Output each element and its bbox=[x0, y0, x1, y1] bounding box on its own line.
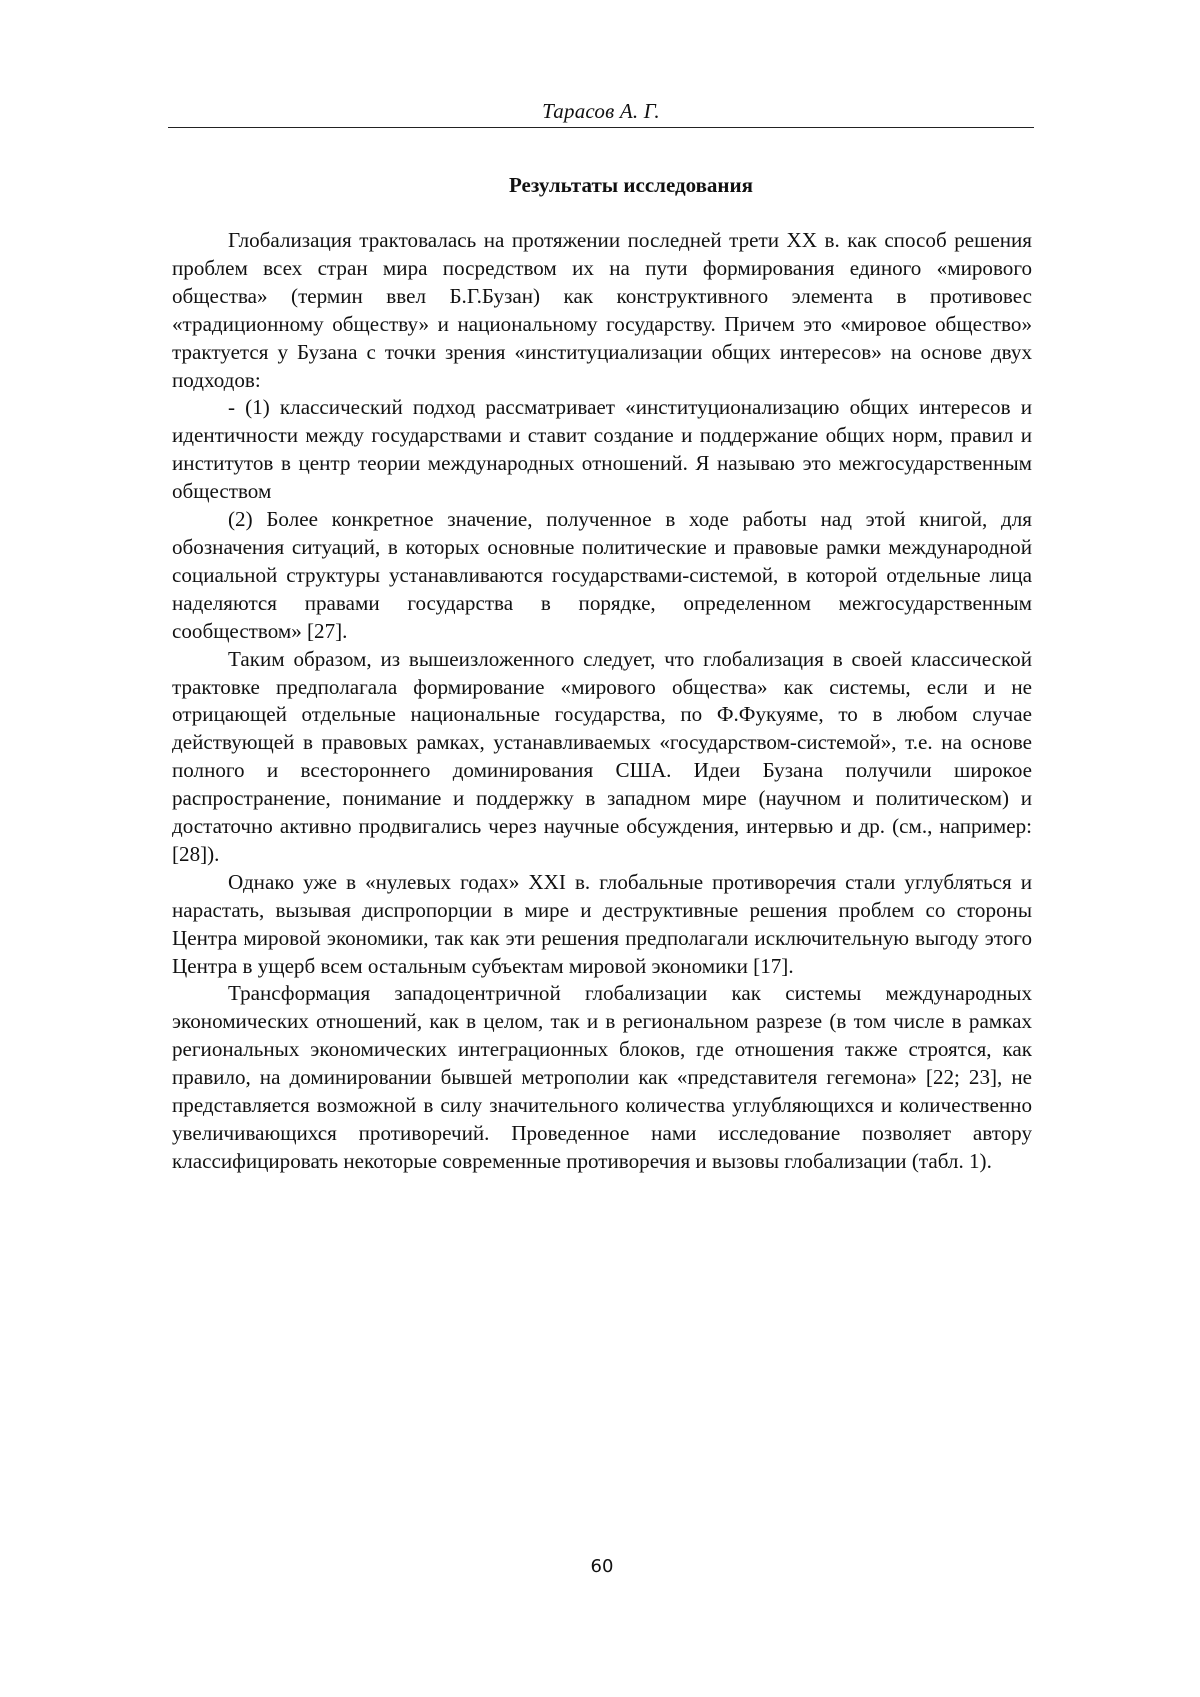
paragraph: (2) Более конкретное значение, полученное в ходе работы над этой книгой, для обозначения ситуаций, в которых основные политические и правовые рамки международной социальной структуры устанавливаются государствами-системой, в которой отдельные лица наделяются правами государства в порядке, определенном межгосударственным сообществом» [27]. bbox=[172, 507, 1032, 643]
section-title: Результаты исследования bbox=[509, 173, 753, 197]
paragraph: - (1) классический подход рассматривает «институционализацию общих интересов и идентичности между государствами и ставит создание и поддержание общих норм, правил и институтов в центр теории международных отношений. Я называю это межгосударственным обществом bbox=[172, 395, 1032, 504]
paragraph: Трансформация западоцентричной глобализации как системы международных экономических отношений, как в целом, так и в региональном разрезе (в том числе в рамках региональных экономических интеграционных блоков, где отношения также строятся, как правило, на доминировании бывшей метрополии как «представителя гегемона» [22; 23], не представляется возможной в силу значительного количества углубляющихся и количественно увеличивающихся противоречий. Проведенное нами исследование позволяет автору классифицировать некоторые современные противоречия и вызовы глобализации (табл. 1). bbox=[172, 981, 1032, 1173]
header-rule bbox=[168, 127, 1034, 128]
body-text bbox=[172, 227, 1032, 1176]
paragraph: Глобализация трактовалась на протяжении последней трети XX в. как способ решения проблем всех стран мира посредством их на пути формирования единого «мирового общества» (термин ввел Б.Г.Бузан) как конструктивного элемента в противовес «традиционному обществу» и национальному государству. Причем это «мировое общество» трактуется у Бузана с точки зрения «институциализации общих интересов» на основе двух подходов: bbox=[172, 228, 1032, 392]
paragraph: Таким образом, из вышеизложенного следует, что глобализация в своей классической трактовке предполагала формирование «мирового общества» как системы, если и не отрицающей отдельные национальные государства, по Ф.Фукуяме, то в любом случае действующей в правовых рамках, устанавливаемых «государством-системой», т.е. на основе полного и всестороннего доминирования США. Идеи Бузана получили широкое распространение, понимание и поддержку в западном мире (научном и политическом) и достаточно активно продвигались через научные обсуждения, интервью и др. (см., например: [28]). bbox=[172, 646, 1032, 866]
paragraph: Однако уже в «нулевых годах» XXI в. глобальные противоречия стали углубляться и нарастать, вызывая диспропорции в мире и деструктивные решения проблем со стороны Центра мировой экономики, так как эти решения предполагали исключительную выгоду этого Центра в ущерб всем остальным субъектам мировой экономики [17]. bbox=[172, 869, 1032, 978]
running-header: Тарасов А. Г. bbox=[542, 99, 660, 123]
page-number: 60 bbox=[590, 1556, 614, 1577]
